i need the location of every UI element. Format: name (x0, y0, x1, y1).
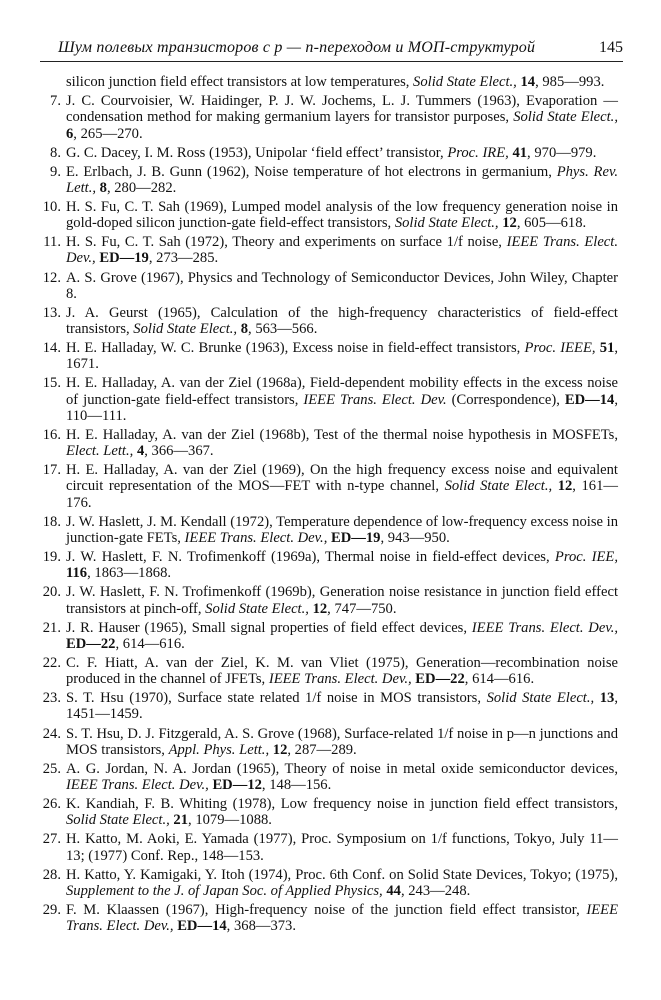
running-title: Шум полевых транзисторов с p — n-переходом и МОП-структурой (58, 39, 536, 56)
reference-text: , 605—618. (516, 215, 587, 232)
reference-item (42, 462, 618, 511)
volume-number: 12 (272, 741, 288, 758)
reference-body (66, 305, 618, 337)
reference-body (66, 145, 618, 161)
reference-body (66, 549, 618, 581)
reference-item (42, 726, 618, 758)
journal-title: IEEE Trans. Elect. Dev., (184, 529, 328, 546)
reference-text: H. E. Halladay, A. van der Ziel (1969), On the high frequency excess noise and equivalent circuit representation of the MOS—FET with n-type channel, (66, 462, 618, 495)
reference-items (42, 93, 618, 934)
reference-body (66, 234, 618, 266)
reference-number: 11. (43, 234, 61, 251)
volume-number: 12 (312, 600, 328, 617)
reference-text: J. C. Courvoisier, W. Haidinger, P. J. W. Jochems, L. J. Tummers (1963), Evaporation — condensation method for making germanium layers for transistor purposes, (66, 93, 618, 126)
volume-number: 12 (557, 478, 573, 495)
reference-number: 28. (42, 866, 61, 883)
reference-item (42, 655, 618, 687)
reference-item (42, 93, 618, 142)
reference-number: 20. (42, 584, 61, 601)
reference-text: , 148—156. (261, 777, 332, 794)
reference-number: 19. (42, 549, 61, 566)
journal-title: IEEE Trans. Elect. Dev., (66, 902, 618, 935)
reference-text: , 273—285. (148, 250, 219, 267)
journal-title: Solid State Elect., (513, 109, 618, 126)
reference-text: J. W. Haslett, J. M. Kendall (1972), Temperature dependence of low-frequency excess noise in junction-gate FETs, (66, 513, 618, 546)
reference-item (42, 796, 618, 828)
volume-number: 13 (599, 690, 615, 707)
reference-text: , 110—111. (66, 391, 618, 424)
volume-number: 8 (99, 179, 107, 196)
reference-text: S. T. Hsu, D. J. Fitzgerald, A. S. Grove (1968), Surface-related 1/f noise in p—n junctions and MOS transistors, (66, 725, 618, 758)
reference-text: silicon junction field effect transistors at low temperatures, (66, 74, 414, 90)
volume-number: 51 (599, 340, 615, 357)
reference-number: 16. (42, 426, 61, 443)
reference-body (66, 726, 618, 758)
volume-number: 6 (66, 125, 74, 142)
reference-item (42, 690, 618, 722)
journal-title: IEEE Trans. Elect. Dev., (471, 619, 619, 636)
reference-number: 26. (42, 796, 61, 813)
reference-item (42, 831, 618, 863)
reference-text: , 287—289. (287, 741, 357, 758)
reference-text: , 366—367. (144, 443, 214, 460)
reference-number: 29. (42, 902, 61, 919)
journal-title: IEEE Trans. Elect. Dev. (303, 391, 447, 408)
running-header (40, 37, 623, 62)
volume-number: ED—19 (99, 250, 149, 267)
reference-number: 10. (42, 198, 61, 215)
reference-number: 12. (42, 269, 61, 286)
reference-item (42, 145, 618, 161)
reference-body (66, 340, 618, 372)
reference-text: H. Katto, Y. Kamigaki, Y. Itoh (1974), Proc. 6th Conf. on Solid State Devices, Tokyo; (1975), (66, 866, 618, 883)
reference-text: H. S. Fu, C. T. Sah (1972), Theory and experiments on surface 1/f noise, (66, 234, 507, 251)
reference-text: F. M. Klaassen (1967), High-frequency noise of the junction field effect transistor, (66, 902, 587, 919)
reference-body (66, 655, 618, 687)
reference-number: 15. (42, 375, 61, 392)
reference-text: J. A. Geurst (1965), Calculation of the high-frequency characteristics of field-effect transistors, (66, 304, 618, 338)
reference-item (42, 867, 618, 899)
reference-number: 13. (42, 304, 61, 321)
reference-body (66, 761, 618, 793)
reference-item (42, 514, 618, 546)
reference-text: , 161—176. (66, 478, 618, 511)
volume-number: 44 (386, 882, 401, 899)
page-number: 145 (599, 39, 623, 56)
reference-item (42, 199, 618, 231)
reference-body (66, 375, 618, 424)
reference-body (66, 831, 618, 863)
journal-title: Appl. Phys. Lett., (168, 741, 270, 758)
reference-item (42, 375, 618, 424)
reference-text: E. Erlbach, J. B. Gunn (1962), Noise temperature of hot electrons in germanium, (66, 163, 557, 180)
reference-text: H. E. Halladay, A. van der Ziel (1968b), Test of the thermal noise hypothesis in MOSFETs, (66, 426, 618, 443)
volume-number: 8 (240, 321, 249, 338)
journal-title: Phys. Rev. Lett., (66, 163, 618, 196)
reference-number: 27. (42, 831, 61, 848)
reference-text: , 563—566. (248, 321, 318, 338)
reference-item (42, 584, 618, 616)
reference-number: 24. (42, 725, 61, 742)
reference-number: 21. (42, 619, 61, 636)
journal-title: Solid State Elect., (486, 690, 595, 707)
reference-body (66, 796, 618, 828)
reference-text: , 265—270. (73, 125, 143, 142)
volume-number: ED—12 (212, 777, 262, 794)
reference-text: H. E. Halladay, A. van der Ziel (1968a), Field-dependent mobility effects in the excess noise of junction-gate field-effect transistors, (66, 375, 618, 408)
journal-title: Elect. Lett., (66, 443, 134, 460)
volume-number: ED—14 (177, 918, 227, 935)
reference-item (42, 549, 618, 581)
reference-body (66, 164, 618, 196)
reference-body (66, 867, 618, 899)
reference-item (42, 620, 618, 652)
reference-text: , 280—282. (106, 179, 177, 196)
reference-number: 17. (42, 462, 61, 479)
reference-item (42, 427, 618, 459)
reference-text: , 1079—1088. (188, 812, 272, 829)
reference-text: H. S. Fu, C. T. Sah (1969), Lumped model analysis of the low frequency generation noise in gold-doped silicon junction-gate field-effect transistors, (66, 198, 618, 232)
reference-text: , 970—979. (527, 144, 597, 161)
reference-body (66, 93, 618, 142)
reference-text: C. F. Hiatt, A. van der Ziel, K. M. van Vliet (1975), Generation—recombination noise produced in the channel of JFETs, (66, 654, 618, 688)
reference-body (66, 620, 618, 652)
reference-item (42, 234, 618, 266)
reference-number: 25. (42, 760, 61, 777)
volume-number: ED—19 (331, 529, 381, 546)
reference-text: , 368—373. (226, 918, 296, 935)
reference-continuation (42, 74, 618, 90)
volume-number: ED—14 (564, 391, 615, 408)
reference-body (66, 584, 618, 616)
journal-title: Solid State Elect., (133, 321, 238, 338)
journal-title: IEEE Trans. Elect. Dev., (66, 777, 209, 794)
journal-title: Proc. IRE, (447, 144, 509, 161)
reference-text: (Correspondence), (446, 391, 565, 408)
reference-item (42, 902, 618, 934)
reference-body (66, 514, 618, 546)
reference-number: 14. (42, 340, 61, 357)
reference-body (66, 270, 618, 302)
journal-title: Solid State Elect., (205, 600, 309, 617)
reference-body (66, 199, 618, 231)
volume-number: 41 (512, 144, 528, 161)
reference-number: 9. (50, 163, 61, 180)
volume-number: 4 (136, 443, 145, 460)
volume-number: 14 (520, 74, 536, 90)
volume-number: 12 (502, 215, 517, 232)
reference-body (66, 902, 618, 934)
reference-text: S. T. Hsu (1970), Surface state related 1/f noise in MOS transistors, (66, 690, 487, 707)
reference-text: , 943—950. (380, 529, 450, 546)
journal-title: Proc. IEE, (554, 549, 618, 566)
volume-number: ED—22 (66, 635, 116, 652)
reference-item (42, 761, 618, 793)
reference-number: 8. (50, 144, 61, 161)
volume-number: 116 (66, 565, 88, 582)
reference-text: , 1451—1459. (66, 690, 618, 723)
reference-text: , 747—750. (327, 600, 397, 617)
reference-text: J. W. Haslett, F. N. Trofimenkoff (1969b), Generation noise resistance in junction field effect transistors at pinch-off, (66, 584, 618, 617)
reference-number: 22. (42, 654, 61, 671)
reference-list (42, 74, 618, 934)
reference-body (66, 462, 618, 511)
journal-title: Solid State Elect., (413, 74, 517, 90)
reference-text: , 614—616. (115, 635, 185, 652)
reference-text: G. C. Dacey, I. M. Ross (1953), Unipolar ‘field effect’ transistor, (66, 144, 448, 161)
reference-number: 7. (50, 93, 61, 110)
reference-item (42, 270, 618, 302)
reference-text: A. S. Grove (1967), Physics and Technology of Semiconductor Devices, John Wiley, Chapter 8. (66, 269, 618, 302)
reference-text: , 243—248. (400, 882, 471, 899)
journal-title: Proc. IEEE, (524, 340, 596, 357)
reference-text: J. W. Haslett, F. N. Trofimenkoff (1969a), Thermal noise in field-effect devices, (66, 549, 555, 566)
reference-text: K. Kandiah, F. B. Whiting (1978), Low frequency noise in junction field effect transistors, (66, 796, 618, 813)
reference-text: , 614—616. (464, 671, 535, 688)
reference-item (42, 164, 618, 196)
reference-text: , 1671. (66, 340, 619, 373)
reference-number: 18. (42, 513, 61, 530)
reference-text: H. E. Halladay, W. C. Brunke (1963), Excess noise in field-effect transistors, (66, 340, 525, 357)
reference-text: A. G. Jordan, N. A. Jordan (1965), Theory of noise in metal oxide semiconductor devices, (66, 760, 618, 777)
reference-text: H. Katto, M. Aoki, E. Yamada (1977), Proc. Symposium on 1/f functions, Tokyo, July 11—13; (1977) Conf. Rep., 148—153. (66, 831, 618, 864)
volume-number: ED—22 (415, 671, 465, 688)
reference-body (66, 690, 618, 722)
reference-text: , 985—993. (535, 74, 605, 90)
journal-title: Solid State Elect., (66, 812, 170, 829)
journal-title: IEEE Trans. Elect. Dev., (268, 671, 412, 688)
reference-item (42, 305, 618, 337)
reference-text: , 1863—1868. (87, 565, 172, 582)
reference-text: J. R. Hauser (1965), Small signal properties of field effect devices, (66, 619, 472, 636)
reference-item (42, 340, 618, 372)
reference-number: 23. (42, 690, 61, 707)
journal-title: Solid State Elect., (444, 478, 553, 495)
reference-body (66, 427, 618, 459)
journal-title: Solid State Elect., (394, 215, 499, 232)
journal-title: IEEE Trans. Elect. Dev., (66, 234, 618, 267)
journal-title: Supplement to the J. of Japan Soc. of Applied Physics, (66, 882, 383, 899)
volume-number: 21 (173, 812, 189, 829)
